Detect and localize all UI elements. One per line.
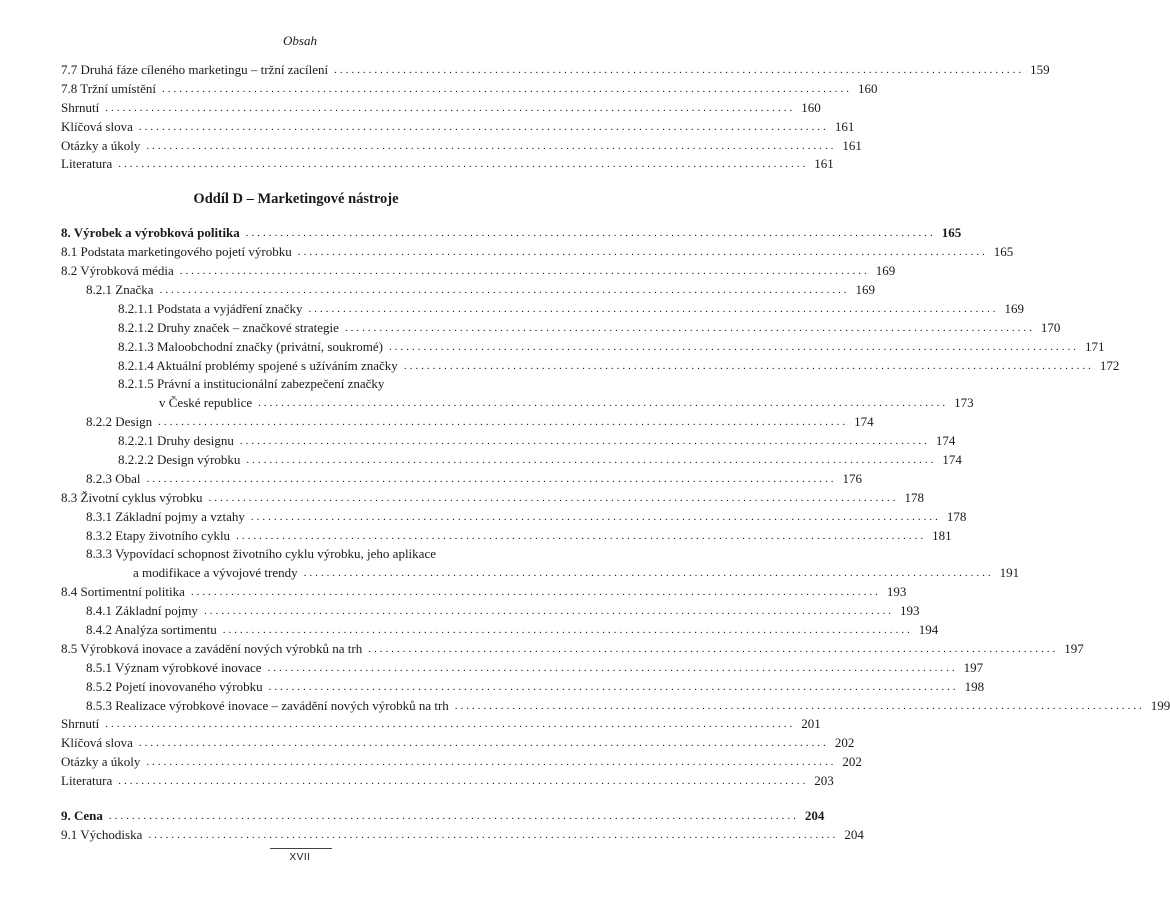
toc-entry-page: 161 (834, 118, 855, 134)
toc-entry-page: 173 (954, 395, 974, 411)
dot-leader: ........................................................................................................................ (146, 756, 837, 769)
toc-entry-label: 9. Cena (61, 808, 103, 824)
dot-leader: ........................................................................................................................ (190, 586, 881, 599)
dot-leader: ........................................................................................................................ (250, 510, 941, 523)
dot-leader: ........................................................................................................................ (389, 340, 1079, 353)
toc-entry[interactable] (61, 602, 920, 621)
toc-entry[interactable] (61, 697, 1170, 716)
dot-leader: ........................................................................................................................ (118, 158, 809, 171)
toc-entry[interactable] (61, 357, 1120, 376)
toc-entry[interactable] (61, 224, 962, 243)
toc-entry-page: 174 (942, 452, 962, 468)
toc-entry-page: 194 (918, 622, 939, 638)
toc-entry[interactable] (61, 826, 864, 845)
dot-leader: ........................................................................................................................ (105, 101, 796, 114)
toc-entry-label: 8.3.3 Vypovídací schopnost životního cyklu výrobku, jeho aplikace (86, 546, 436, 562)
toc-entry-page: 161 (842, 137, 862, 153)
toc-entry-label: 8.2 Výrobková média (61, 263, 174, 279)
toc-entry-label: 8.2.3 Obal (86, 470, 141, 486)
toc-entry[interactable] (61, 564, 1020, 583)
toc-entry-label: 8.5.2 Pojetí inovovaného výrobku (86, 678, 263, 694)
toc-entry-label: Otázky a úkoly (61, 754, 141, 770)
dot-leader: ........................................................................................................................ (403, 359, 1094, 372)
dot-leader: ........................................................................................................................ (236, 529, 927, 542)
toc-entry-label: 8.5 Výrobková inovace a zavádění nových výrobků na trh (61, 640, 363, 656)
toc-entry-label: Literatura (61, 773, 113, 789)
toc-entry-label: a modifikace a vývojové trendy (133, 565, 298, 581)
dot-leader: ........................................................................................................................ (222, 624, 913, 637)
toc-entry[interactable] (61, 319, 1061, 338)
toc-entry-page: 171 (1085, 338, 1105, 354)
toc-entry-label: 8.3.2 Etapy životního cyklu (86, 527, 231, 543)
dot-leader: ........................................................................................................................ (297, 246, 988, 259)
page-number: XVII (289, 852, 311, 863)
dot-leader: ........................................................................................................................ (118, 775, 809, 788)
toc-entry-label: 8.4.1 Základní pojmy (86, 603, 198, 619)
dot-leader: ........................................................................................................................ (303, 567, 994, 580)
toc-entry-page: 199 (1150, 697, 1170, 713)
toc-entry-label: 8.2.1.4 Aktuální problémy spojené s užíváním značky (118, 357, 398, 373)
toc-entry[interactable] (61, 508, 967, 527)
toc-entry-page: 197 (1064, 640, 1084, 656)
toc-entry-page: 198 (964, 678, 985, 694)
dot-leader: ........................................................................................................................ (159, 284, 850, 296)
toc-entry-label: 8.4.2 Analýza sortimentu (86, 622, 217, 638)
toc-entry[interactable] (61, 432, 956, 451)
toc-entry-label: 8.5.3 Realizace výrobkové inovace – zavádění nových výrobků na trh (86, 697, 449, 713)
dot-leader: ........................................................................................................................ (454, 699, 1145, 712)
toc-entry[interactable] (61, 451, 962, 470)
dot-leader: ........................................................................................................................ (146, 472, 837, 485)
toc-entry-page: 201 (801, 716, 821, 732)
dot-leader: ........................................................................................................................ (138, 737, 829, 750)
toc-entry[interactable] (61, 489, 925, 508)
toc-group-chapter-7-end (61, 61, 1050, 174)
dot-leader: ........................................................................................................................ (108, 810, 799, 823)
toc-entry[interactable] (61, 640, 1084, 659)
toc-entry-page: 178 (946, 508, 967, 524)
toc-entry-page: 165 (941, 225, 962, 241)
footer-rule (270, 848, 332, 849)
toc-entry-page: 191 (999, 565, 1020, 581)
dot-leader: ........................................................................................................................ (258, 397, 949, 410)
toc-entry-label: Klíčová slova (61, 735, 133, 751)
toc-entry-page: 176 (842, 470, 863, 486)
toc-entry-label: 8.2.1.1 Podstata a vyjádření značky (118, 300, 303, 316)
toc-entry-page: 161 (814, 156, 834, 172)
toc-entry-page: 203 (814, 773, 834, 789)
toc-entry-label: Shrnutí (61, 99, 100, 115)
toc-entry-label: 8.2.2 Design (86, 414, 153, 430)
dot-leader: ........................................................................................................................ (203, 605, 894, 618)
toc-entry[interactable] (61, 583, 907, 602)
dot-leader: ........................................................................................................................ (267, 661, 958, 674)
toc-entry-page: 193 (899, 603, 920, 619)
toc-group-chapter-8 (61, 224, 1170, 791)
toc-entry-page: 174 (935, 433, 956, 449)
toc-entry-label: 7.8 Tržní umístění (61, 80, 156, 96)
toc-entry[interactable] (61, 753, 862, 772)
toc-entry-label: Klíčová slova (61, 118, 133, 134)
toc-entry-page: 170 (1040, 319, 1061, 335)
toc-entry-page: 202 (842, 754, 862, 770)
toc-entry[interactable] (61, 300, 1024, 319)
toc-entry-label: 7.7 Druhá fáze cíleného marketingu – tržní zacílení (61, 61, 329, 77)
toc-entry-label: 8.3 Životní cyklus výrobku (61, 489, 203, 505)
toc-entry[interactable] (61, 99, 821, 118)
toc-entry-label: 8.2.1.3 Maloobchodní značky (privátní, soukromé) (118, 338, 383, 354)
toc-entry-label: 8.3.1 Základní pojmy a vztahy (86, 508, 245, 524)
toc-entry[interactable] (61, 338, 1105, 357)
toc-entry-page: 159 (1030, 61, 1050, 77)
toc-entry[interactable] (61, 137, 862, 156)
toc-entry-page: 169 (875, 263, 896, 279)
toc-entry[interactable] (61, 807, 825, 826)
toc-entry[interactable] (61, 375, 531, 394)
dot-leader: ........................................................................................................................ (239, 435, 930, 448)
chapter-gap (61, 791, 531, 807)
dot-leader: ........................................................................................................................ (148, 828, 839, 841)
toc-entry-label: 8. Výrobek a výrobková politika (61, 225, 240, 241)
toc-entry-page: 193 (886, 584, 907, 600)
toc-entry-label: 8.4 Sortimentní politika (61, 584, 185, 600)
toc-entry-page: 172 (1099, 357, 1120, 373)
toc-entry-label: 8.2.1.5 Právní a institucionální zabezpečení značky (118, 376, 385, 392)
dot-leader: ........................................................................................................................ (268, 680, 959, 693)
toc-entry[interactable] (61, 155, 834, 174)
toc-entry[interactable] (61, 470, 863, 489)
toc-entry-label: 8.5.1 Význam výrobkové inovace (86, 659, 262, 675)
dot-leader: ........................................................................................................................ (368, 642, 1059, 655)
dot-leader: ........................................................................................................................ (105, 718, 796, 731)
toc-entry[interactable] (61, 413, 874, 432)
running-header: Obsah (283, 33, 317, 48)
dot-leader: ........................................................................................................................ (179, 265, 870, 278)
toc-entry[interactable] (61, 621, 939, 640)
toc-entry[interactable] (61, 659, 984, 678)
toc-entry-page: 165 (993, 244, 1014, 260)
toc-entry-page: 160 (858, 80, 878, 96)
toc-entry-page: 169 (1004, 300, 1024, 316)
dot-leader: ........................................................................................................................ (246, 454, 937, 467)
toc-entry[interactable] (61, 118, 855, 137)
toc-entry[interactable] (61, 243, 1014, 262)
toc-entry-label: 8.2.2.2 Design výrobku (118, 452, 241, 468)
toc-entry-page: 178 (904, 489, 925, 505)
toc-entry[interactable] (61, 772, 834, 791)
toc-entry[interactable] (61, 262, 896, 281)
toc-entry-label: Otázky a úkoly (61, 137, 141, 153)
toc-entry[interactable] (61, 281, 876, 300)
toc-entry-page: 174 (854, 414, 874, 430)
toc-entry-label: 8.1 Podstata marketingového pojetí výrobku (61, 244, 292, 260)
toc-entry-label: Literatura (61, 156, 113, 172)
toc-entry-page: 160 (801, 99, 821, 115)
dot-leader: ........................................................................................................................ (344, 321, 1035, 334)
toc-entry-label: 9.1 Východiska (61, 826, 143, 842)
dot-leader: ........................................................................................................................ (308, 302, 999, 315)
toc-entry-label: 8.2.1 Značka (86, 282, 154, 297)
toc-entry-label: Shrnutí (61, 716, 100, 732)
dot-leader: ........................................................................................................................ (245, 227, 936, 240)
dot-leader: ........................................................................................................................ (146, 139, 837, 152)
toc-entry-page: 181 (932, 527, 952, 543)
dot-leader: ........................................................................................................................ (138, 120, 829, 133)
toc-entry[interactable] (61, 678, 985, 697)
toc-entry-page: 169 (855, 282, 876, 297)
toc-group-chapter-9 (61, 807, 864, 845)
toc-entry[interactable] (61, 61, 1050, 80)
dot-leader: ........................................................................................................................ (208, 491, 899, 504)
dot-leader: ........................................................................................................................ (162, 82, 852, 95)
dot-leader: ........................................................................................................................ (334, 63, 1025, 76)
toc-entry[interactable] (61, 545, 531, 564)
toc-entry-page: 197 (963, 659, 984, 675)
section-title: Oddíl D – Marketingové nástroje (193, 191, 399, 208)
toc-entry-page: 204 (844, 826, 864, 842)
toc-entry-page: 202 (834, 735, 855, 751)
dot-leader: ........................................................................................................................ (158, 416, 849, 429)
toc-entry-label: 8.2.1.2 Druhy značek – značkové strategie (118, 319, 339, 335)
toc-entry[interactable] (61, 80, 878, 99)
toc-entry-page: 204 (804, 808, 825, 824)
toc-entry[interactable] (61, 716, 821, 735)
toc-entry-label: 8.2.2.1 Druhy designu (118, 433, 234, 449)
toc-entry-label: v České republice (159, 395, 253, 411)
table-of-contents (61, 61, 1170, 845)
toc-entry[interactable] (61, 734, 855, 753)
toc-entry[interactable] (61, 394, 974, 413)
toc-entry[interactable] (61, 527, 952, 546)
